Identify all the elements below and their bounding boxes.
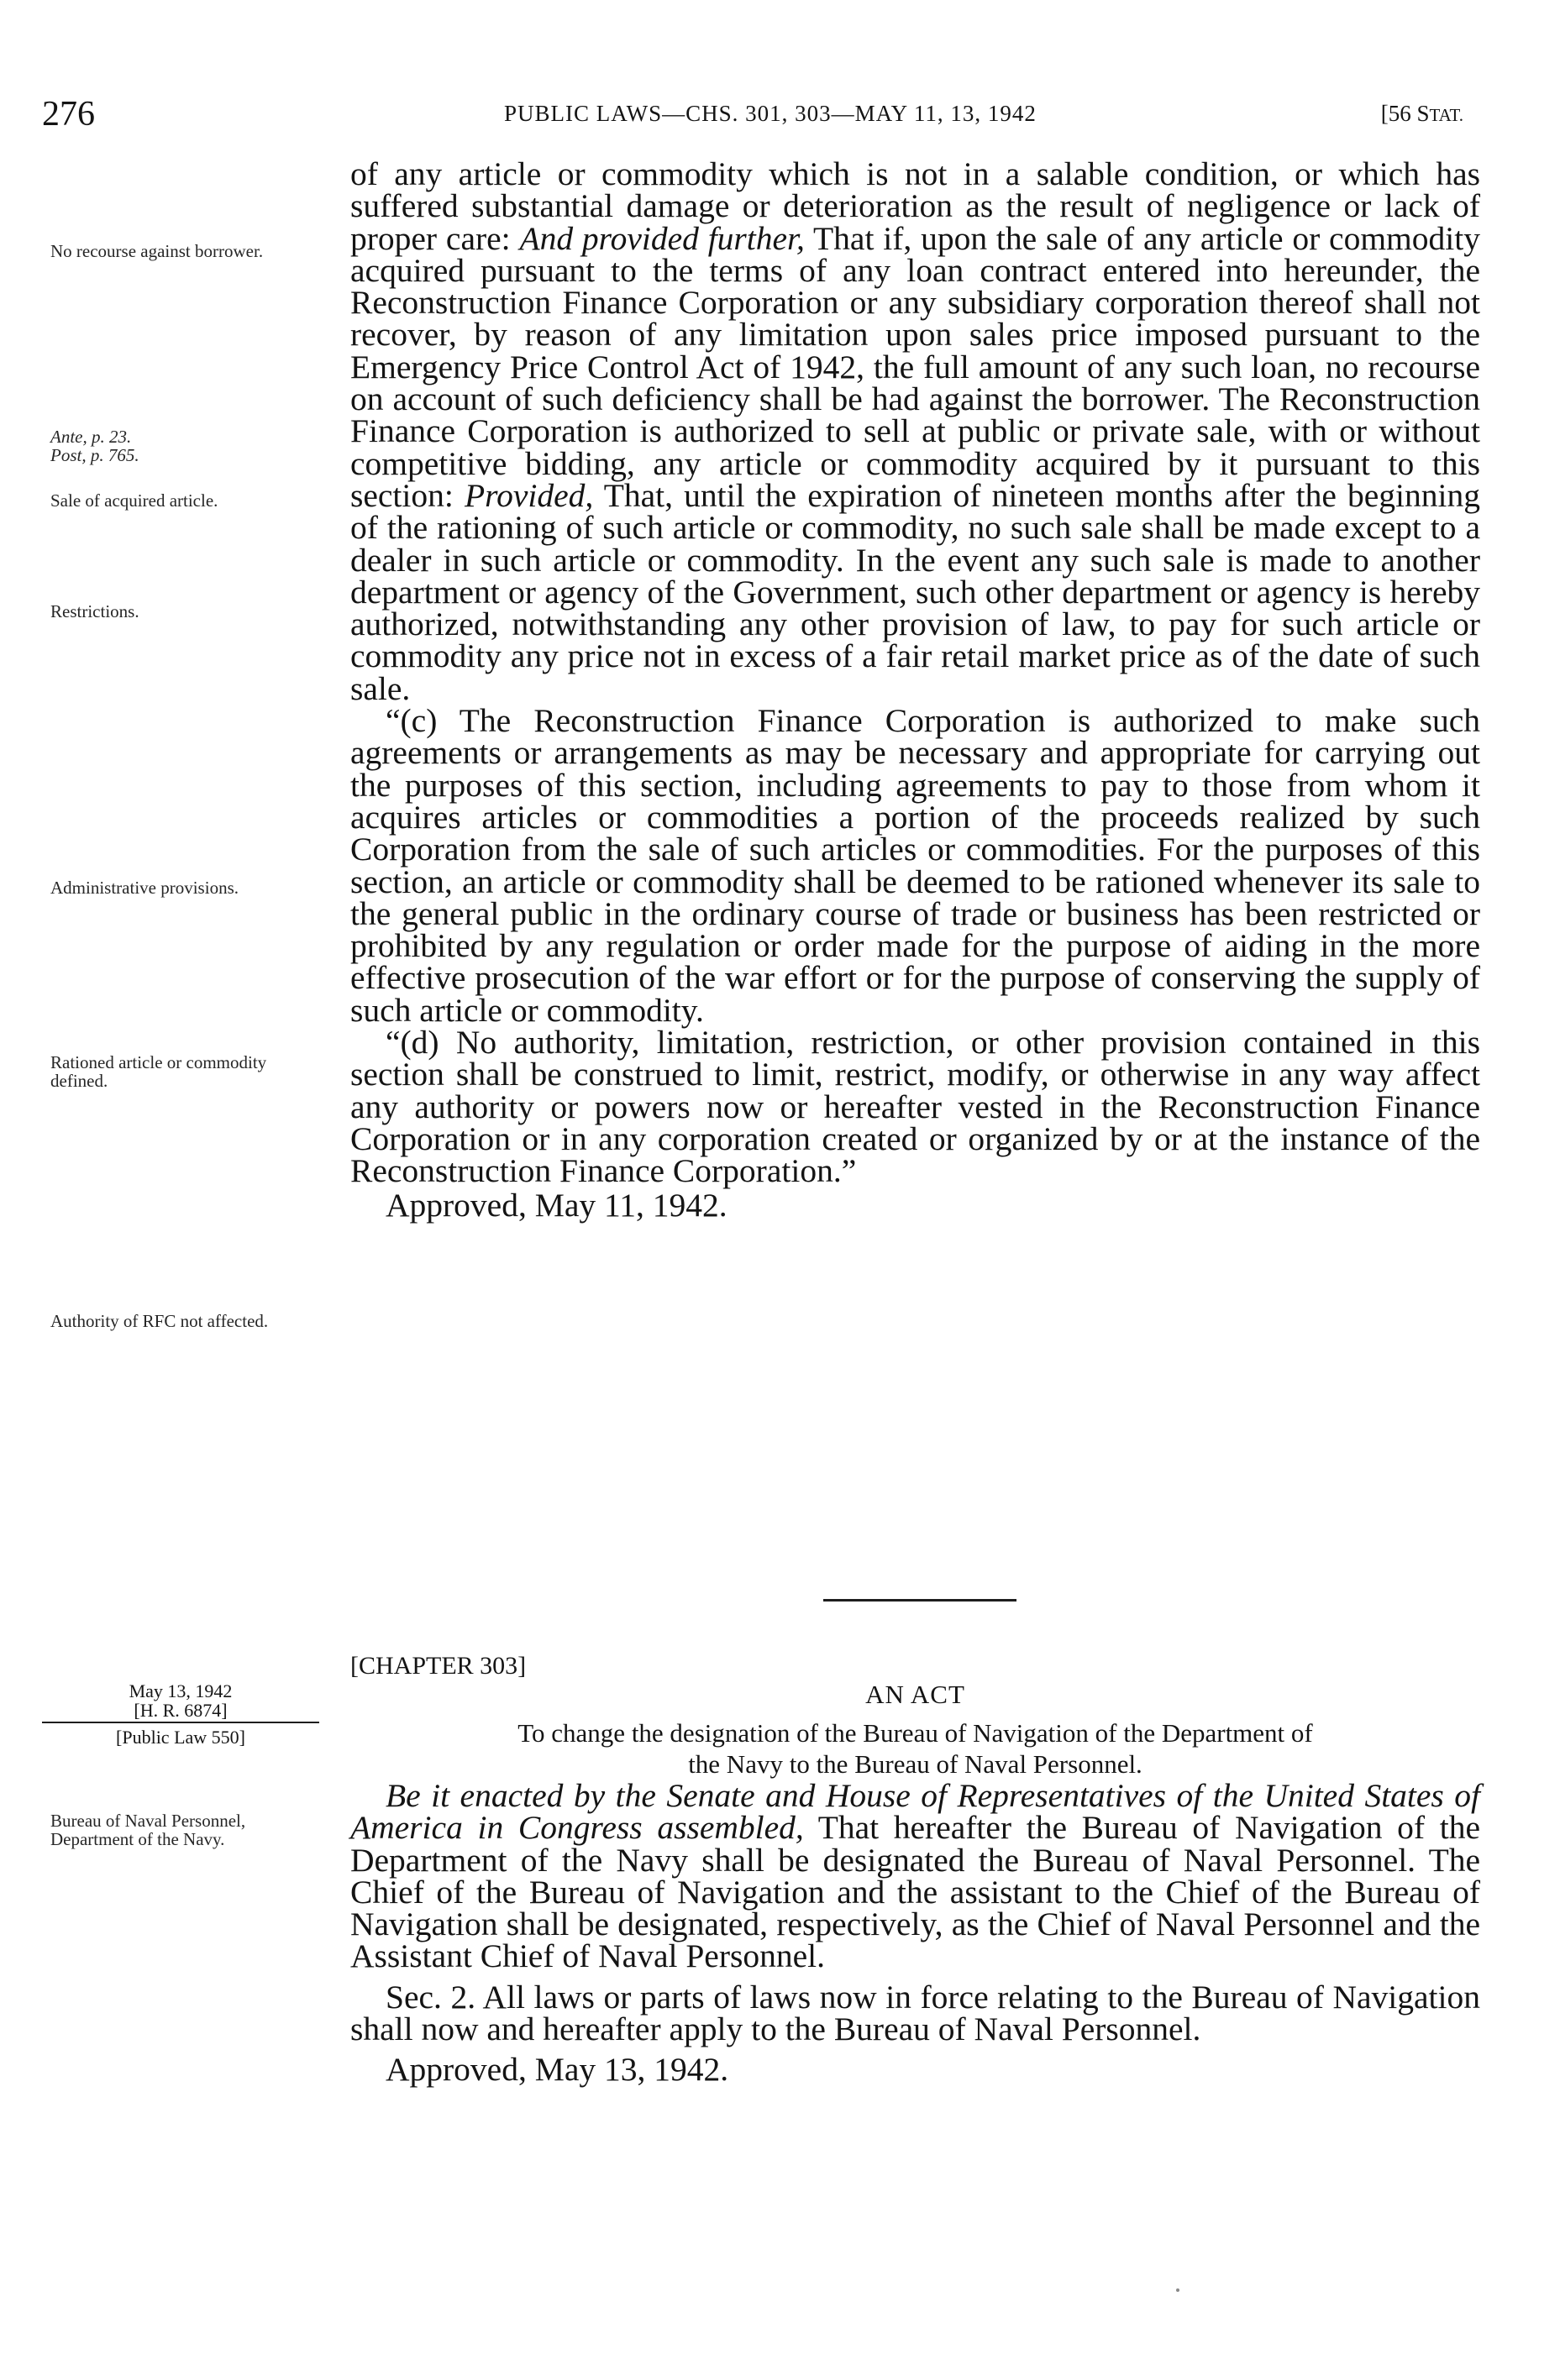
section-2-label: Sec. 2. <box>386 1978 476 2016</box>
statute-reference <box>1381 101 1463 127</box>
note-rationed: Rationed article or commodity defined. <box>50 1052 267 1091</box>
note-no-recourse: No recourse against borrower. <box>50 241 264 261</box>
chapter-heading: [CHAPTER 303] <box>350 1652 527 1680</box>
enacting-text: That hereafter the Bureau of Navigation of the Department of the Navy shall be designated the Bureau of Naval Personnel. The Chief of the Bureau of Navigation and the assistant to the Chief of the Bureau of Navigation shall be designated, respectively, as the Chief of Naval Personnel and the Assistant Chief of Naval Personnel. <box>350 1809 1480 1975</box>
stat-suffix: TAT. <box>1429 105 1463 125</box>
enacting-clause <box>350 1777 1480 1975</box>
paragraph-c: “(c) The Reconstruction Finance Corporation is authorized to make such agreements or arrangements as may be necessary and appropriate for carrying out the purposes of this section, including agreements to pay to those from whom it acquires articles or commodities a portion of the proceeds realized by such Corporation from the sale of such articles or commodities. For the purposes of this section, an article or commodity shall be deemed to be rationed whenever its sale to the general public in the ordinary course of trade or business has been restricted or prohibited by any regulation or order made for the purpose of aiding in the more effective prosecution of the war effort or for the purpose of conserving the supply of such article or commodity. <box>350 702 1480 1029</box>
note-post-text: Post, p. 765. <box>50 445 139 465</box>
paragraph-b-italic-2: Provided, <box>465 476 594 514</box>
note-administrative: Administrative provisions. <box>50 878 239 898</box>
paragraph-b-text-1: of any article or commodity which is not in a salable condition, or which has suffered substantial damage or deterioration as the result of negligence or lack of proper care: <box>350 155 1480 257</box>
margin-rule <box>42 1722 319 1723</box>
act-purpose-line-2: the Navy to the Bureau of Naval Personnel. <box>688 1749 1142 1779</box>
stat-prefix: [56 S <box>1380 101 1430 126</box>
approved-line-1: Approved, May 11, 1942. <box>386 1186 727 1224</box>
running-head: PUBLIC LAWS—CHS. 301, 303—MAY 11, 13, 1942 <box>504 101 1037 126</box>
act-body <box>350 1777 1480 2089</box>
act-purpose-line-1: To change the designation of the Bureau of Navigation of the Department of <box>517 1718 1313 1748</box>
page-number: 276 <box>42 95 95 134</box>
note-ante <box>50 427 328 446</box>
act-public-law: [Public Law 550] <box>116 1727 245 1748</box>
act-purpose <box>350 1717 1480 1780</box>
section-2-text: All laws or parts of laws now in force relating to the Bureau of Navigation shall now and hereafter apply to the Bureau of Naval Personnel. <box>350 1978 1480 2048</box>
act-title: AN ACT <box>865 1680 965 1709</box>
note-sale: Sale of acquired article. <box>50 490 218 511</box>
section-body <box>350 155 1481 1224</box>
note-authority: Authority of RFC not affected. <box>50 1311 269 1331</box>
paragraph-b <box>350 155 1481 707</box>
paragraph-b-text-2: That if, upon the sale of any article or commodity acquired pursuant to the terms of any loan contract entered into hereunder, the Reconstruction Finance Corporation or any subsidiary corporation thereof shall not recover, by reason of any limitation upon sales price imposed pursuant to the Emergency Price Control Act of 1942, the full amount of any such loan, no recourse on account of such deficiency shall be had against the borrower. The Reconstruction Finance Corporation is authorized to sell at public or private sale, with or without competitive bidding, any article or commodity acquired by it pursuant to this section: <box>350 219 1480 514</box>
note-restrictions: Restrictions. <box>50 601 139 621</box>
section-2 <box>350 1978 1480 2048</box>
note-bureau: Bureau of Naval Personnel, Department of the Navy. <box>50 1811 246 1849</box>
stray-mark <box>1176 2288 1179 2292</box>
margin-notes <box>0 0 336 2380</box>
approved-line-2: Approved, May 13, 1942. <box>386 2051 729 2089</box>
paragraph-b-text-3: That, until the expiration of nineteen months after the beginning of the rationing of such article or commodity, no such sale shall be made except to a dealer in such article or commodity. In the event any such sale is made to another department or agency of the Government, such other department or agency is hereby authorized, notwithstanding any other provision of law, to pay for such article or commodity any price not in excess of a fair retail market price as of the date of such sale. <box>350 476 1481 707</box>
note-post <box>50 446 328 464</box>
act-date: May 13, 1942 <box>129 1680 233 1701</box>
note-ante-text: Ante, p. 23. <box>50 427 132 447</box>
enacting-italic: Be it enacted by the Senate and House of Representatives of the United States of America in Congress assembled, <box>350 1777 1480 1847</box>
paragraph-d: “(d) No authority, limitation, restriction, or other provision contained in this section shall be construed to limit, restrict, modify, or otherwise in any way affect any authority or powers now or hereafter vested in the Reconstruction Finance Corporation or in any corporation created or organized by or at the instance of the Reconstruction Finance Corporation.” <box>350 1024 1480 1190</box>
paragraph-b-italic-1: And provided further, <box>519 219 805 257</box>
act-bill-number: [H. R. 6874] <box>134 1700 228 1721</box>
section-divider <box>823 1599 1016 1602</box>
